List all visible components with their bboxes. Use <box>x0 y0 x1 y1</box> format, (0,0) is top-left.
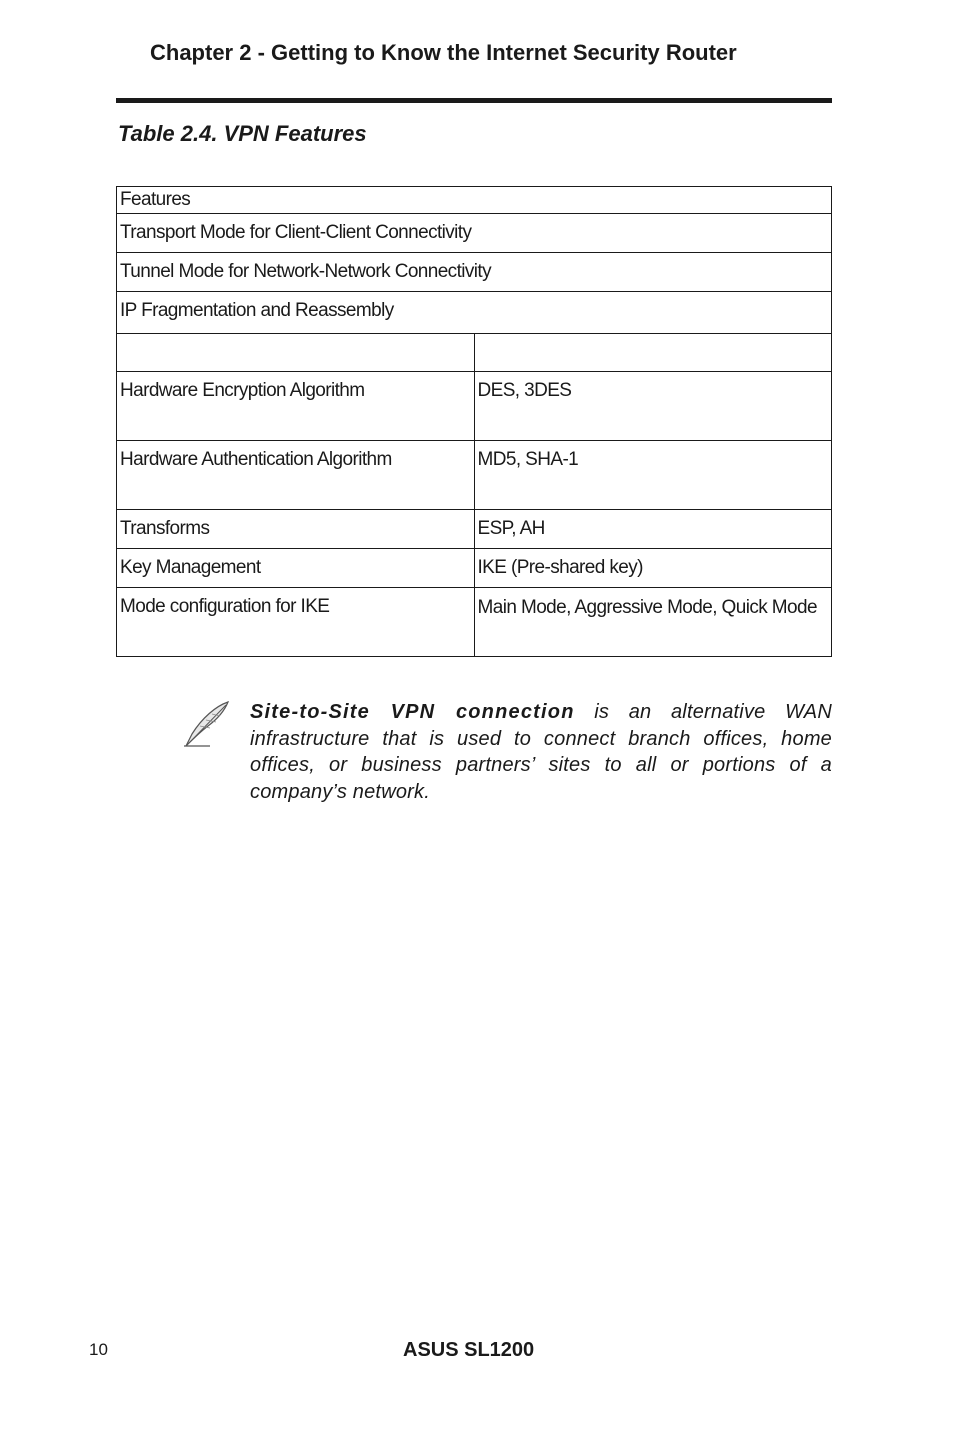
table-cell-value: MD5, SHA-1 <box>474 441 832 510</box>
table-cell-label: Hardware Encryption Algorithm <box>117 372 475 441</box>
table-row <box>117 334 832 372</box>
table-cell-label: Hardware Authentication Algorithm <box>117 441 475 510</box>
table-cell-label: Key Management <box>117 549 475 588</box>
table-row <box>117 372 832 441</box>
chapter-title: Chapter 2 - Getting to Know the Internet Security Router <box>150 40 737 65</box>
table-cell: IP Fragmentation and Reassembly <box>117 292 832 334</box>
note-body: is an alternative WAN infrastructure that is used to connect branch offices, home offices, or business partners’ sites to all or portions of a company’s network. <box>250 701 832 803</box>
table-row <box>117 253 832 292</box>
table-cell-label: Mode configuration for IKE <box>117 588 475 657</box>
table-cell-value: DES, 3DES <box>474 372 832 441</box>
vpn-features-table <box>116 186 832 657</box>
table-cell-value: Main Mode, Aggressive Mode, Quick Mode <box>474 588 832 657</box>
table-row <box>117 292 832 334</box>
table-cell-value <box>474 334 832 372</box>
table-cell: Tunnel Mode for Network-Network Connectivity <box>117 253 832 292</box>
table-row <box>117 510 832 549</box>
table-cell-label: Transforms <box>117 510 475 549</box>
note-lead: Site-to-Site VPN connection <box>250 701 575 723</box>
table-cell-value: ESP, AH <box>474 510 832 549</box>
header-rule <box>116 98 832 103</box>
table-row <box>117 441 832 510</box>
table-row <box>117 588 832 657</box>
table-cell-label <box>117 334 475 372</box>
feather-pen-icon <box>180 700 232 752</box>
table-cell: Transport Mode for Client-Client Connectivity <box>117 214 832 253</box>
table-header-cell: Features <box>117 187 832 214</box>
page-number: 10 <box>89 1340 108 1359</box>
note-text <box>250 699 832 805</box>
table-row <box>117 214 832 253</box>
product-name: ASUS SL1200 <box>403 1339 535 1361</box>
table-row <box>117 549 832 588</box>
table-caption: Table 2.4. VPN Features <box>118 121 367 146</box>
table-header-row <box>117 187 832 214</box>
table-cell-value: IKE (Pre-shared key) <box>474 549 832 588</box>
